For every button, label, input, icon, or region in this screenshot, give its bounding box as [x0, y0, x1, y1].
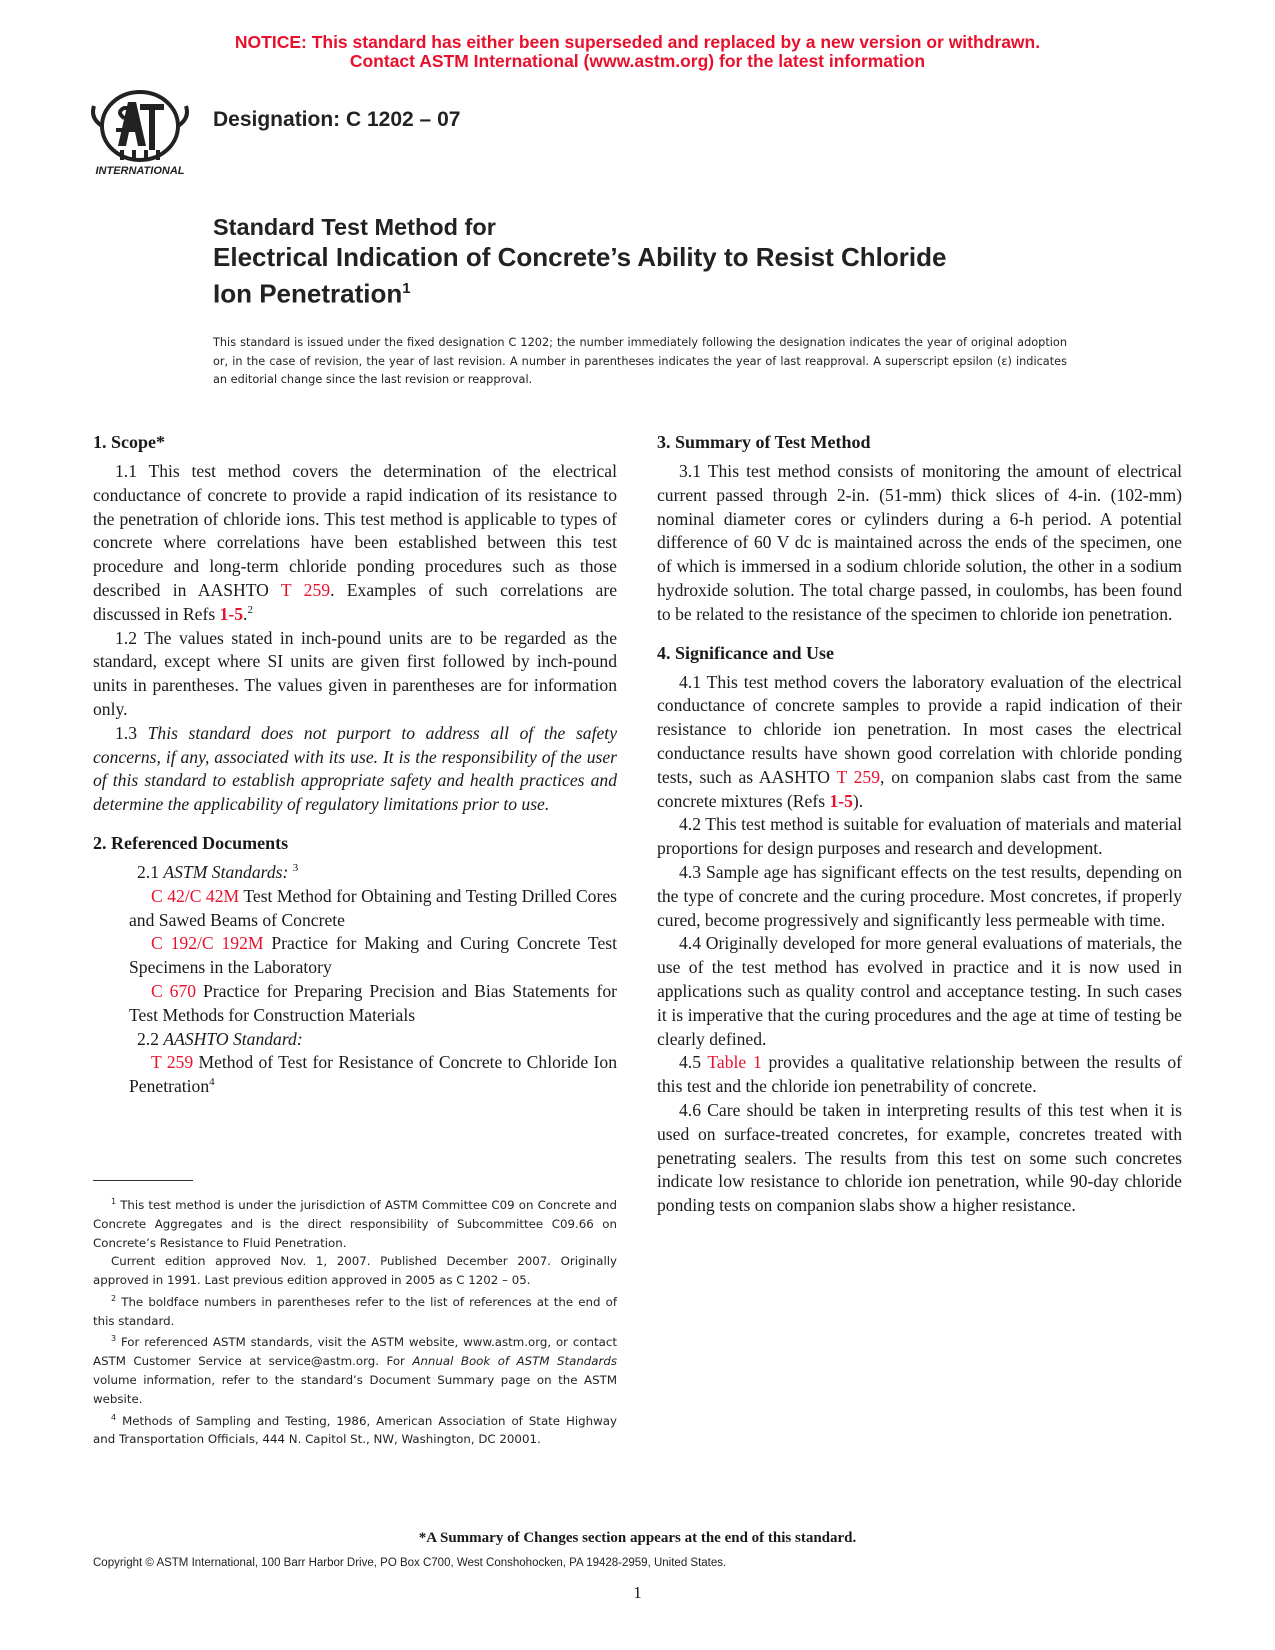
scope-1-3-num: 1.3 — [115, 722, 148, 743]
ref-code-link[interactable]: C 670 — [151, 980, 197, 1001]
title-line-1: Standard Test Method for — [213, 214, 496, 240]
footnote-mark-3[interactable]: 3 — [292, 862, 299, 875]
summary-of-changes-note: *A Summary of Changes section appears at the end of this standard. — [418, 1530, 857, 1546]
footnote-1-mark: 1 — [111, 1197, 117, 1206]
referenced-2-2-num: 2.2 — [137, 1028, 164, 1049]
logo-text: INTERNATIONAL — [95, 165, 185, 177]
notice-line-2: Contact ASTM International (www.astm.org) for the latest information — [349, 51, 926, 71]
footnote-3-italic: Annual Book of ASTM Standards — [412, 1354, 617, 1369]
title-line-3-text: Ion Penetration — [213, 278, 403, 309]
referenced-2-1-num: 2.1 — [137, 861, 164, 882]
scope-1-1-text-c: . — [243, 603, 248, 624]
footnote-3-text-b: volume information, refer to the standard’s Document Summary page on the ASTM website. — [93, 1372, 617, 1406]
ref-item — [93, 980, 617, 1028]
significance-4-6: 4.6 Care should be taken in interpreting results of this test when it is used on surface-treated concretes, for example, concretes treated with penetrating sealers. The results from this test on some such concretes indicate low resistance to chloride ion penetration, while 90-day chloride ponding tests on companion slabs show a higher resistance. — [657, 1099, 1182, 1216]
title-line-3 — [213, 273, 1113, 310]
ref-code-link[interactable]: C 192/C 192M — [151, 933, 264, 954]
astm-logo-graphic — [80, 88, 200, 188]
scope-1-1-text: 1.1 This test method covers the determination of the electrical conductance of concrete to provide a rapid indication of its resistance to the penetration of chloride ions. This test method is applicable to types of concrete where correlations have been established between this test procedure and long-term chloride ponding procedures such as those described in AASHTO — [93, 461, 617, 600]
footnote-4 — [93, 1409, 617, 1450]
copyright: Copyright © ASTM International, 100 Barr Harbor Drive, PO Box C700, West Conshohocken, PA 19428-2959, United States. — [93, 1557, 727, 1569]
notice-banner — [0, 33, 1275, 71]
footnote-3 — [93, 1330, 617, 1408]
referenced-2-2-label: AASHTO Standard: — [163, 1028, 303, 1049]
ref-item — [93, 1051, 617, 1099]
ref-item — [93, 885, 617, 933]
footnote-1b: Current edition approved Nov. 1, 2007. Published December 2007. Originally approved in 1991. Last previous edition approved in 2005 as C 1202 – 05. — [93, 1254, 617, 1288]
significance-4-1-text: 4.1 This test method covers the laboratory evaluation of the electrical conductance of concrete samples to provide a rapid indication of their resistance to chloride ion penetration. In most cases the electrical conductance results have shown good correlation with chloride ponding tests, such as AASHTO — [657, 671, 1182, 787]
page-number: 1 — [633, 1583, 642, 1602]
table-1-link[interactable]: Table 1 — [707, 1052, 762, 1073]
title-footnote-mark[interactable]: 1 — [402, 280, 411, 297]
footnote-1 — [93, 1193, 617, 1252]
referenced-heading: 2. Referenced Documents — [93, 832, 289, 853]
ref-link-1-5[interactable]: 1-5 — [829, 790, 853, 811]
footnote-mark-2[interactable]: 2 — [247, 603, 253, 616]
referenced-2-1 — [93, 861, 617, 885]
scope-1-2: 1.2 The values stated in inch-pound units are to be regarded as the standard, except where SI units are given first followed by inch-pound units in parentheses. The values given in parentheses are for information only. — [93, 627, 617, 719]
significance-heading: 4. Significance and Use — [657, 642, 835, 663]
footnotes — [93, 1193, 617, 1449]
referenced-2-1-label: ASTM Standards: — [163, 861, 289, 882]
footnote-mark-4[interactable]: 4 — [209, 1076, 215, 1089]
left-column — [93, 430, 617, 1099]
scope-1-3 — [93, 722, 617, 817]
significance-4-5-num: 4.5 — [679, 1052, 708, 1073]
footnote-3-mark: 3 — [111, 1334, 117, 1344]
footnote-divider — [93, 1180, 193, 1181]
title-line-2: Electrical Indication of Concrete’s Ability to Resist Chloride — [213, 242, 947, 272]
scope-1-3-italic: This standard does not purport to address all of the safety concerns, if any, associated with its use. It is the responsibility of the user of this standard to establish appropriate safety and health practices and determine the applicability of regulatory limitations prior to use. — [93, 722, 618, 815]
astm-logo-icon — [80, 88, 200, 188]
significance-4-3: 4.3 Sample age has significant effects on the test results, depending on the type of concrete and the curing procedure. Most concretes, if properly cured, become progressively and significantly less permeable with time. — [657, 861, 1182, 930]
significance-4-4: 4.4 Originally developed for more general evaluations of materials, the use of the test method has evolved in practice and it is now used in applications such as quality control and acceptance testing. In such cases it is imperative that the curing procedures and the age at time of testing be clearly defined. — [657, 933, 1182, 1049]
summary-3-1: 3.1 This test method consists of monitoring the amount of electrical current passed through 2-in. (51-mm) thick slices of 4-in. (102-mm) nominal diameter cores or cylinders during a 6-h period. A potential difference of 60 V dc is maintained across the ends of the specimen, one of which is immersed in a sodium chloride solution, the other in a sodium hydroxide solution. The total charge passed, in coulombs, has been found to be related to the resistance of the specimen to chloride ion penetration. — [657, 461, 1182, 624]
significance-4-1-text-c: ). — [852, 790, 864, 811]
notice-line-1: NOTICE: This standard has either been superseded and replaced by a new version or withdrawn. — [234, 32, 1041, 52]
significance-4-5 — [657, 1051, 1182, 1099]
right-column — [657, 430, 1182, 1218]
issued-note: This standard is issued under the fixed designation C 1202; the number immediately following the designation indicates the year of original adoption or, in the case of revision, the year of last revision. A number in parentheses indicates the year of last reapproval. A superscript epsilon (ε) indicates an editorial change since the last revision or reapproval. — [213, 336, 1067, 386]
ref-code-link[interactable]: T 259 — [151, 1052, 194, 1073]
significance-4-2: 4.2 This test method is suitable for evaluation of materials and material proportions for design purposes and research and development. — [657, 814, 1182, 859]
ref-item-text: Practice for Making and Curing Concrete Test Specimens in the Laboratory — [129, 933, 617, 978]
ref-code-link[interactable]: C 42/C 42M — [151, 885, 240, 906]
significance-4-5-text: provides a qualitative relationship between the results of this test and the chloride ion penetrability of concrete. — [657, 1052, 1182, 1097]
document-title — [213, 212, 1113, 310]
designation: Designation: C 1202 – 07 — [213, 108, 461, 131]
ref-item — [93, 932, 617, 980]
footnote-1-text: This test method is under the jurisdiction of ASTM Committee C09 on Concrete and Concrete Aggregates and is the direct responsibility of Subcommittee C09.66 on Concrete’s Resistance to Fluid Penetration. — [93, 1197, 618, 1250]
referenced-2-2 — [93, 1028, 617, 1052]
ref-item-text: Practice for Preparing Precision and Bias Statements for Test Methods for Construction Materials — [129, 980, 617, 1025]
scope-1-1-text-b: . Examples of such correlations are discussed in Refs — [93, 579, 617, 624]
scope-heading: 1. Scope* — [93, 432, 165, 452]
ref-link-t259[interactable]: T 259 — [280, 579, 331, 600]
footnote-4-mark: 4 — [111, 1412, 117, 1422]
footnote-2-text: The boldface numbers in parentheses refer to the list of references at the end of this standard. — [93, 1294, 618, 1328]
scope-1-1 — [93, 460, 617, 627]
footnote-3-text: For referenced ASTM standards, visit the ASTM website, www.astm.org, or contact ASTM Customer Service at service@astm.org. For — [93, 1335, 618, 1369]
significance-4-1 — [657, 671, 1182, 814]
summary-heading: 3. Summary of Test Method — [657, 432, 871, 452]
ref-item-text: Method of Test for Resistance of Concrete to Chloride Ion Penetration — [129, 1052, 618, 1097]
significance-4-1-text-b: , on companion slabs cast from the same concrete mixtures (Refs — [657, 766, 1182, 811]
ref-link-1-5[interactable]: 1-5 — [219, 603, 244, 624]
footnote-2 — [93, 1290, 617, 1331]
ref-item-text: Test Method for Obtaining and Testing Drilled Cores and Sawed Beams of Concrete — [129, 885, 617, 930]
footnote-4-text: Methods of Sampling and Testing, 1986, American Association of State Highway and Transportation Officials, 444 N. Capitol St., NW, Washington, DC 20001. — [93, 1413, 618, 1447]
ref-link-t259[interactable]: T 259 — [836, 766, 881, 787]
footnote-2-mark: 2 — [111, 1293, 117, 1303]
